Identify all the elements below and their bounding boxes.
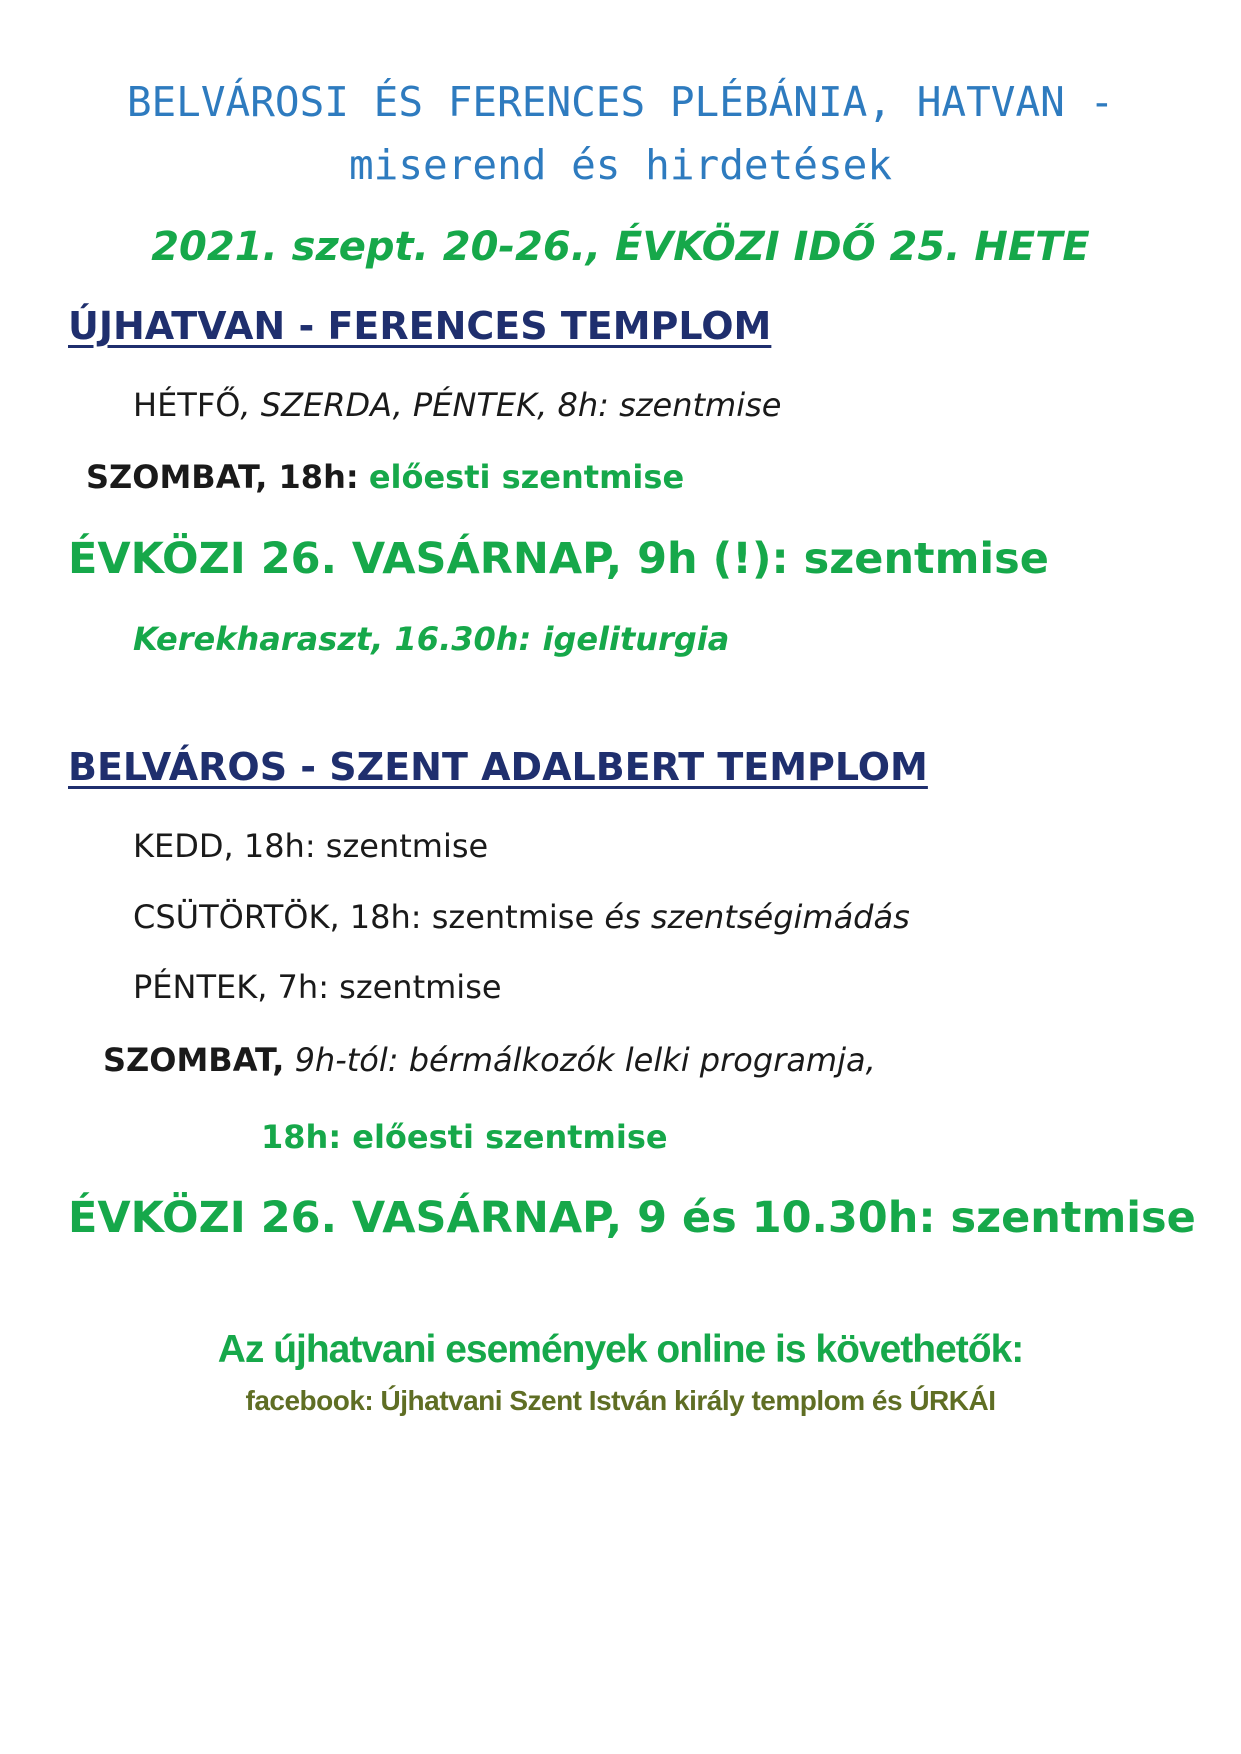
saturday-program-adalbert bbox=[103, 1041, 876, 1079]
tuesday-mass: KEDD, 18h: szentmise bbox=[133, 827, 489, 865]
weekday-days-label: HÉTFŐ bbox=[133, 386, 241, 424]
title-line-1: BELVÁROSI ÉS FERENCES PLÉBÁNIA, HATVAN - bbox=[126, 78, 1115, 126]
title-line-2: miserend és hirdetések bbox=[348, 141, 893, 189]
facebook-notice: facebook: Újhatvani Szent István király templom és ÚRKÁI bbox=[245, 1385, 996, 1416]
saturday-label-adalbert: SZOMBAT, bbox=[103, 1041, 285, 1079]
week-subtitle: 2021. szept. 20-26., ÉVKÖZI IDŐ 25. HETE bbox=[151, 224, 1090, 270]
thursday-main: CSÜTÖRTÖK, 18h: szentmise bbox=[133, 898, 595, 936]
saturday-evening-mass-adalbert: 18h: előesti szentmise bbox=[261, 1118, 668, 1156]
online-notice: Az újhatvani események online is követhetők: bbox=[217, 1328, 1024, 1371]
thursday-mass bbox=[133, 898, 910, 936]
section-heading-ferences: ÚJHATVAN - FERENCES TEMPLOM bbox=[68, 304, 772, 348]
saturday-label: SZOMBAT, 18h: bbox=[86, 458, 359, 496]
weekday-masses-ferences bbox=[133, 386, 781, 424]
kerekharaszt-liturgy: Kerekharaszt, 16.30h: igeliturgia bbox=[133, 620, 730, 658]
saturday-program-text: 9h-tól: bérmálkozók lelki programja, bbox=[294, 1041, 876, 1079]
saturday-text: előesti szentmise bbox=[368, 458, 685, 496]
saturday-mass-ferences bbox=[86, 458, 684, 496]
sunday-mass-ferences: ÉVKÖZI 26. VASÁRNAP, 9h (!): szentmise bbox=[68, 534, 1049, 584]
weekday-rest-label: , SZERDA, PÉNTEK, 8h: szentmise bbox=[240, 386, 782, 424]
section-heading-adalbert: BELVÁROS - SZENT ADALBERT TEMPLOM bbox=[68, 745, 928, 789]
friday-mass: PÉNTEK, 7h: szentmise bbox=[133, 968, 502, 1006]
sunday-mass-adalbert: ÉVKÖZI 26. VASÁRNAP, 9 és 10.30h: szentmise bbox=[68, 1193, 1196, 1243]
thursday-adoration: és szentségimádás bbox=[604, 898, 910, 936]
